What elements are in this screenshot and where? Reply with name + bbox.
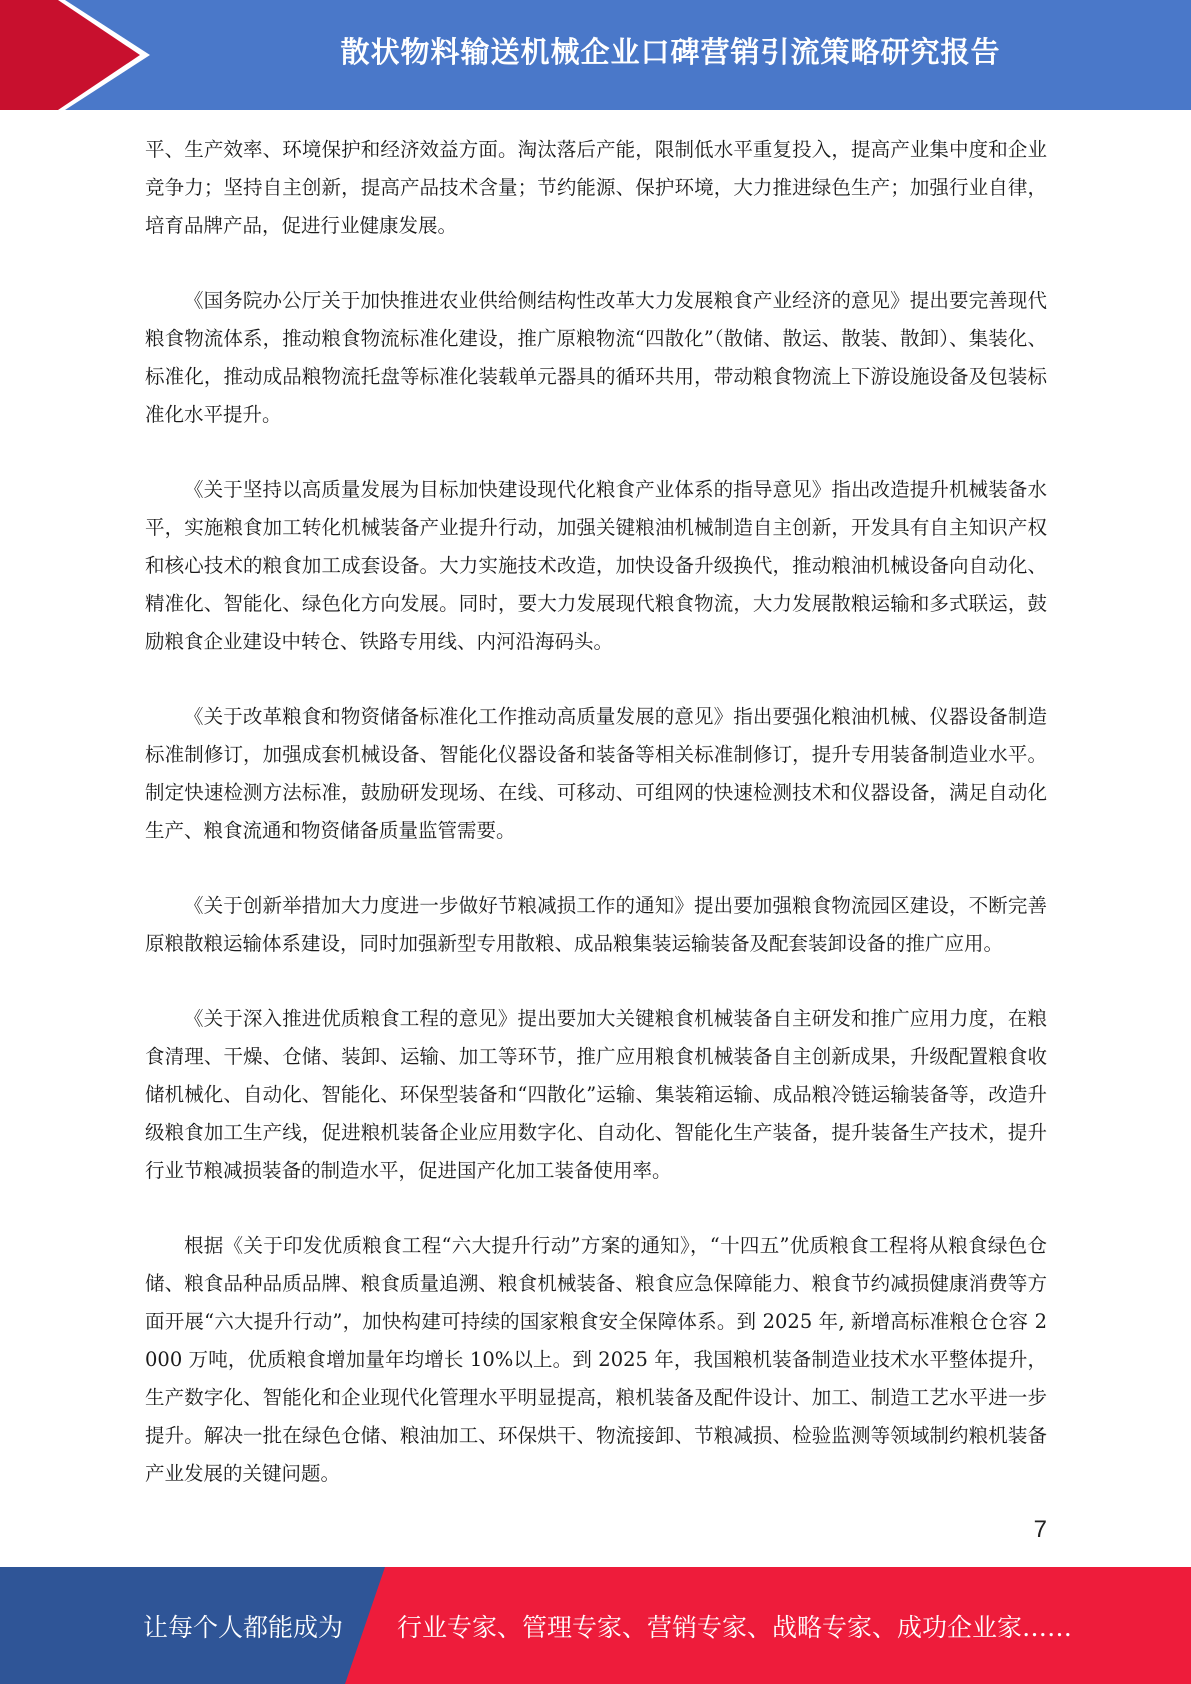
paragraph: 《关于坚持以高质量发展为目标加快建设现代化粮食产业体系的指导意见》指出改造提升机械装备水平，实施粮食加工转化机械装备产业提升行动，加强关键粮油机械制造自主创新，开发具有自主知识产权和核心技术的粮食加工成套设备。大力实施技术改造，加快设备升级换代，推动粮油机械设备向自动化、精准化、智能化、绿色化方向发展。同时，要大力发展现代粮食物流，大力发展散粮运输和多式联运，鼓励粮食企业建设中转仓、铁路专用线、内河沿海码头。: [145, 478, 1047, 653]
page-number: 7: [1033, 1516, 1047, 1543]
report-title: 散状物料输送机械企业口碑营销引流策略研究报告: [340, 34, 1001, 69]
page-footer: [0, 1567, 1191, 1684]
paragraph: 《关于深入推进优质粮食工程的意见》提出要加大关键粮食机械装备自主研发和推广应用力度，在粮食清理、干燥、仓储、装卸、运输、加工等环节，推广应用粮食机械装备自主创新成果，升级配置粮食收储机械化、自动化、智能化、环保型装备和“四散化”运输、集装箱运输、成品粮冷链运输装备等，改造升级粮食加工生产线，促进粮机装备企业应用数字化、自动化、智能化生产装备，提升装备生产技术，提升行业节粮减损装备的制造水平，促进国产化加工装备使用率。: [145, 1007, 1047, 1182]
paragraph: 平、生产效率、环境保护和经济效益方面。淘汰落后产能，限制低水平重复投入，提高产业集中度和企业竞争力；坚持自主创新，提高产品技术含量；节约能源、保护环境，大力推进绿色生产；加强行业自律，培育品牌产品，促进行业健康发展。: [145, 138, 1047, 237]
paragraph: 《关于创新举措加大力度进一步做好节粮减损工作的通知》提出要加强粮食物流园区建设，不断完善原粮散粮运输体系建设，同时加强新型专用散粮、成品粮集装运输装备及配套装卸设备的推广应用。: [145, 894, 1047, 955]
body-content: [145, 131, 1047, 1530]
paragraph: 根据《关于印发优质粮食工程“六大提升行动”方案的通知》，“十四五”优质粮食工程将从粮食绿色仓储、粮食品种品质品牌、粮食质量追溯、粮食机械装备、粮食应急保障能力、粮食节约减损健康消费等方面开展“六大提升行动”，加快构建可持续的国家粮食安全保障体系。到 2025 年, 新增高标准粮仓仓容 2000 万吨，优质粮食增加量年均增长 10%以上。到 2025 年，我国粮机装备制造业技术水平整体提升，生产数字化、智能化和企业现代化管理水平明显提高，粮机装备及配件设计、加工、制造工艺水平进一步提升。解决一批在绿色仓储、粮油加工、环保烘干、物流接卸、节粮减损、检验监测等领域制约粮机装备产业发展的关键问题。: [145, 1234, 1047, 1485]
footer-slogan-left: 让每个人都能成为: [143, 1612, 344, 1642]
paragraph: 《国务院办公厅关于加快推进农业供给侧结构性改革大力发展粮食产业经济的意见》提出要完善现代粮食物流体系，推动粮食物流标准化建设，推广原粮物流“四散化”（散储、散运、散装、散卸）、集装化、标准化，推动成品粮物流托盘等标准化装载单元器具的循环共用，带动粮食物流上下游设施设备及包装标准化水平提升。: [145, 289, 1047, 426]
page-header: [0, 0, 1191, 110]
footer-slogan-right: 行业专家、管理专家、营销专家、战略专家、成功企业家……: [397, 1612, 1073, 1642]
paragraph: 《关于改革粮食和物资储备标准化工作推动高质量发展的意见》指出要强化粮油机械、仪器设备制造标准制修订，加强成套机械设备、智能化仪器设备和装备等相关标准制修订，提升专用装备制造业水平。制定快速检测方法标准，鼓励研发现场、在线、可移动、可组网的快速检测技术和仪器设备，满足自动化生产、粮食流通和物资储备质量监管需要。: [145, 705, 1047, 842]
